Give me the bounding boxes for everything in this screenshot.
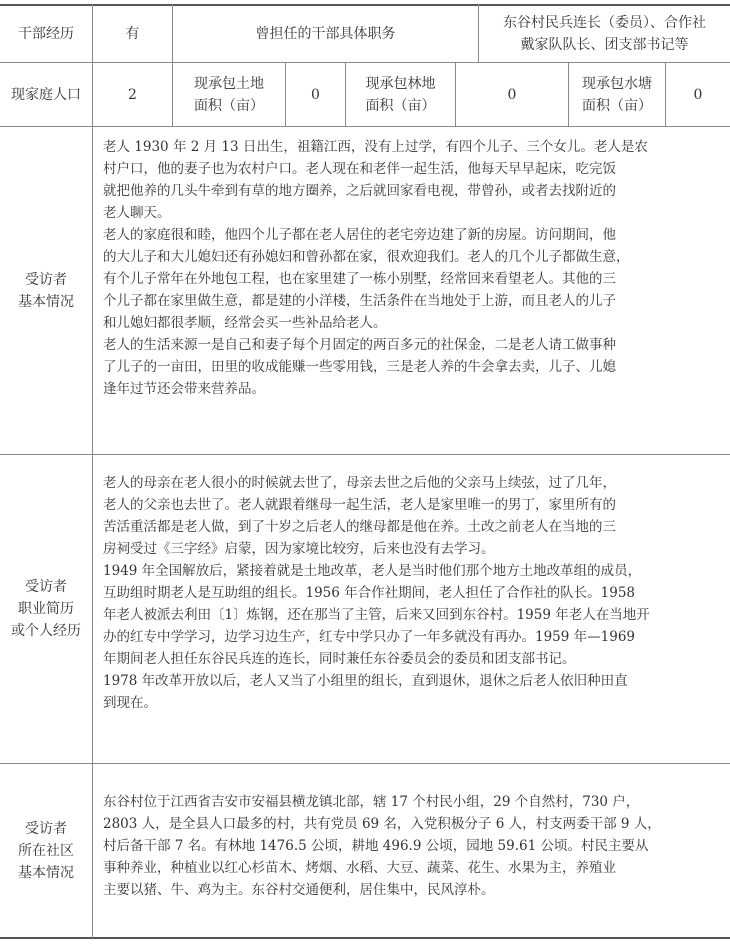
forest-label-line: 面积（亩） [365,97,436,114]
cadre-experience-value: 有 [125,25,140,42]
text-line: 和儿媳妇都很孝顺，经常会买一些补品给老人。 [103,315,387,331]
community-label-line: 基本情况 [18,864,74,881]
pond-label-line: 现承包水塘 [582,75,652,92]
text-line: 老人聊天。 [103,205,171,221]
text-line: 老人的母亲在老人很小的时候就去世了，母亲去世之后他的父亲马上续弦，过了几年， [103,475,616,491]
text-line: 老人的父亲也去世了。老人就跟着继母一起生活，老人是家里唯一的男丁，家里所有的 [103,497,616,513]
basic-info-label-line: 基本情况 [18,293,74,310]
text-line: 逢年过节还会带来营养品。 [103,381,265,397]
career-history-label [0,455,92,763]
text-line: 办的红专中学学习，边学习边生产，红专中学只办了一年多就没有再办。1959 年—1969 [103,629,636,645]
row-divider [0,454,730,455]
text-line: 年老人被派去利田〔1〕炼钢，还在那当了主管，后来又回到东谷村。1959 年老人在当地开 [103,607,650,623]
community-label-line: 受访者 [25,820,67,837]
text-line: 的大儿子和大儿媳妇还有孙媳妇和曾孙都在家，很欢迎我们。老人的几个儿子都做生意， [103,249,630,265]
positions-line: 东谷村民兵连长（委员）、合作社 [503,14,706,31]
text-line: 1978 年改革开放以后，老人又当了小组里的组长，直到退休，退休之后老人依旧种田直 [103,673,628,689]
farmland-label-line: 面积（亩） [194,97,264,114]
basic-info-label [0,127,92,454]
forest-label-line: 现承包林地 [365,75,436,92]
community-info-label [0,764,92,937]
cadre-experience-label: 干部经历 [18,25,74,42]
text-line: 2803 人，是全县人口最多的村，共有党员 69 名，入党积极分子 6 人，村支两委干部 9 人， [103,816,661,832]
pond-label-line: 面积（亩） [582,97,652,114]
row-divider [0,763,730,764]
career-label-line: 职业简历 [18,601,74,617]
pond-area-value: 0 [693,86,703,103]
text-line: 老人的家庭很和睦，他四个儿子都在老人居住的老宅旁边建了新的房屋。访问期间，他 [103,227,616,243]
text-line: 老人 1930 年 2 月 13 日出生，祖籍江西，没有上过学，有四个儿子、三个女儿。老人是农 [103,139,648,155]
farmland-area-label [173,63,285,126]
text-line: 就把他养的几头牛牵到有草的地方圈养，之后就回家看电视，带曾孙，或者去找附近的 [103,183,616,199]
text-line: 互助组时期老人是互助组的组长。1956 年合作社期间，老人担任了合作社的队长。1958 [103,585,636,601]
text-line: 事种养业，种植业以红心杉苗木、烤烟、水稻、大豆、蔬菜、花生、水果为主，养殖业 [103,860,616,876]
basic-info-text [103,136,723,400]
farmland-area-value: 0 [311,86,320,103]
career-history-text [103,472,723,714]
positions-held-label: 曾担任的干部具体职务 [255,25,396,42]
row-divider [0,126,730,127]
community-label-line: 所在社区 [18,842,74,859]
career-label-line: 受访者 [25,579,67,595]
pond-area-label [569,63,665,126]
text-line: 村后备干部 7 名。有林地 1476.5 公顷，耕地 496.9 公顷，园地 59.61 公顷。村民主要从 [103,838,649,854]
text-line: 了儿子的一亩田，田里的收成能赚一些零用钱，三是老人养的牛会拿去卖，儿子、儿媳 [103,359,616,375]
text-line: 老人的生活来源一是自己和妻子每个月固定的两百多元的社保金，二是老人请工做事种 [103,337,616,353]
positions-held-value [479,5,730,62]
community-info-text [103,791,723,901]
basic-info-label-line: 受访者 [25,271,67,288]
text-line: 主要以猪、牛、鸡为主。东谷村交通便利，居住集中，民风淳朴。 [103,882,495,898]
text-line: 房祠受过《三字经》启蒙，因为家境比较穷，后来也没有去学习。 [103,541,495,557]
text-line: 到现在。 [103,695,157,711]
table-bottom-border [0,937,730,939]
forest-area-label [346,63,455,126]
text-line: 个儿子都在家里做生意，都是建的小洋楼，生活条件在当地处于上游，而且老人的儿子 [103,293,616,309]
text-line: 有个儿子常年在外地包工程，也在家里建了一栋小别墅，经常回来看望老人。其他的三 [103,271,616,287]
household-size-value: 2 [128,86,137,103]
forest-area-value: 0 [507,86,517,103]
text-line: 年期间老人担任东谷民兵连的连长，同时兼任东谷委员会的委员和团支部书记。 [103,651,576,667]
household-size-label: 现家庭人口 [11,86,81,103]
text-line: 1949 年全国解放后，紧接着就是土地改革，老人是当时他们那个地方土地改革组的成员， [103,563,642,579]
positions-line: 戴家队队长、团支部书记等 [520,36,689,53]
farmland-label-line: 现承包土地 [194,75,264,92]
career-label-line: 或个人经历 [11,623,81,639]
text-line: 东谷村位于江西省吉安市安福县横龙镇北部，辖 17 个村民小组，29 个自然村，730 户， [103,794,640,810]
text-line: 苦活重活都是老人做，到了十岁之后老人的继母都是他在养。土改之前老人在当地的三 [103,519,616,535]
text-line: 村户口，他的妻子也为农村户口。老人现在和老伴一起生活，他每天早早起床，吃完饭 [103,161,616,177]
label-column-divider [92,4,93,938]
